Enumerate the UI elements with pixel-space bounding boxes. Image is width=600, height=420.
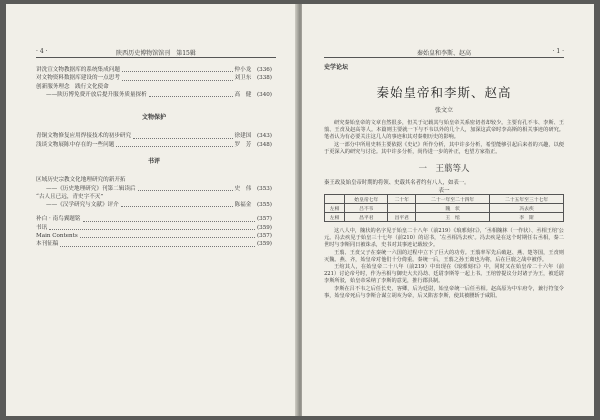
right-running-title: 秦始皇和李斯、赵高: [416, 50, 471, 57]
section-title: 一 王翦等人: [418, 164, 470, 175]
intro-paragraph: 这一部分中所用史料主要依据《史记》所作分析，其中许多分析，希望能够引起后来者的兴趣，以便于更深入的研究与讨论。其中许多分析，尚待进一步的补正，也望方家指正。: [324, 141, 564, 155]
toc-section-conservation: [36, 110, 272, 149]
officials-table: [324, 194, 564, 222]
left-page: [6, 4, 298, 416]
toc-entry: 浅谈文物展陈中存在的一些问题 罗 芳 (348): [36, 141, 272, 148]
book-spread: [6, 4, 594, 416]
toc-entry: Main Contents (357): [36, 233, 272, 240]
toc-entry: 青铜文物修复应用焊接技术的初步研究 徐建国 (343): [36, 133, 272, 140]
article-author: 张文立: [434, 107, 453, 114]
toc-entry: 本刊征稿 (359): [36, 241, 272, 248]
left-journal-title: 陕西历史博物馆馆刊 第15辑: [116, 50, 196, 57]
intro-paragraph: 研究秦始皇帝的文章自然很多，但关于记载其与始皇帝关系密切者却较少。主要有孔不韦、李斯、王翦、王贲及赵高等人。本篇则主要就一下与不韦以外的几个人，加深这武帝时李高斯的相关事迹的研究。笔者认为有必要关注这几人的事迹和其对秦朝历史的影响。: [324, 120, 564, 141]
right-page: [302, 4, 594, 416]
article-block: [324, 62, 564, 300]
section-heading: 文物保护: [141, 114, 166, 121]
section-heading: 书评: [147, 158, 160, 165]
left-page-number: · 4 ·: [36, 48, 48, 55]
right-page-header: [324, 48, 564, 58]
toc-top: [36, 66, 272, 99]
section-tag: 史学论坛: [324, 64, 349, 71]
toc-entry: 对文物资料数据库建设的一点思考 刘卫东 (338): [36, 75, 272, 82]
toc-entry: “古人且已远，青史字不灭”: [36, 193, 104, 200]
body-paragraph: 王翦、王贲父子在秦统一六国的过程中立下了巨大的功劳。王翦率军先后破赵、燕、楚等国，王贲则灭魏、燕、齐，始皇帝对他们十分倚重。秦统一后，王翦之孙王离也为将，后在巨鹿之战中被俘。: [324, 249, 564, 263]
table-caption: 表一: [438, 188, 450, 195]
body-paragraph: 这八人中，隗状的名字见于始皇二十八年（前219）《琅邪刻石》，‘丞相隗林（一作状）、丞相王绾’公元。冯去疾见于始皇三十七年（前210）的诏书，‘左丞相冯去疾’。冯去疾是在这个时期任右丞相，秦二世时与李斯同日被诛杀，史书对其事迹记载较少。: [324, 228, 564, 249]
table-row: 左相 昌平君 昌平君 王 绾 李 斯: [325, 213, 564, 222]
toc-entry: 补白 · 南鸟翼题铭 (357): [36, 216, 272, 223]
toc-section-review: [36, 154, 272, 249]
table-row: 左相 吕不韦 隗 状 冯去疾: [325, 204, 564, 213]
article-title: 秦始皇帝和李斯、赵高: [376, 85, 512, 100]
toc-entry: ——《历史地理研究》刊第二辑读后 史 伟 (353): [46, 185, 272, 192]
toc-entry: ——《汉学研究与文献》评介 陈福金 (355): [46, 202, 272, 209]
table-header-row: 始皇帝七年 二十年 二十一年至二十四年 二十五年至三十七年: [325, 195, 564, 204]
toc-entry: 书讯 (359): [36, 224, 272, 231]
table-intro: 秦王政及始皇帝时期的将领、史载其名者约有八人，如表一。: [324, 180, 470, 187]
toc-entry: 讲洗宣文物教据库的系统集成问题 仲小龙 (336): [36, 67, 272, 73]
right-page-number: · 1 ·: [552, 48, 564, 55]
toc-entry: 区域历史宗教文化地理研究的新开拓: [36, 177, 126, 184]
left-page-header: [36, 48, 276, 58]
body-paragraph: 王绾其人，在始皇帝二十八年（前219）中出现在《琅邪刻石》中，同时又在始皇帝二十六年（前221）讨论帝号时，作为丞相与御史大夫冯劫、廷尉李斯等一起上书。王绾曾提议分封诸子为王，被廷尉李斯所驳，始皇帝采纳了李斯的意见，推行郡县制。: [324, 264, 564, 285]
toc-entry: 创新服务理念 践行文化使命: [36, 83, 109, 90]
toc-entry: ——陕历博免费开放后提升服务质量探析 高 健 (340): [46, 91, 272, 98]
body-paragraph: 李斯在吕不韦之后任长史、客卿，后为廷尉，始皇帝统一后任丞相。赵高原为中车府令，兼行符玺令事，始皇帝死后与李斯合谋立胡亥为帝，后又陷害李斯，使其被腰斩于咸阳。: [324, 285, 564, 299]
